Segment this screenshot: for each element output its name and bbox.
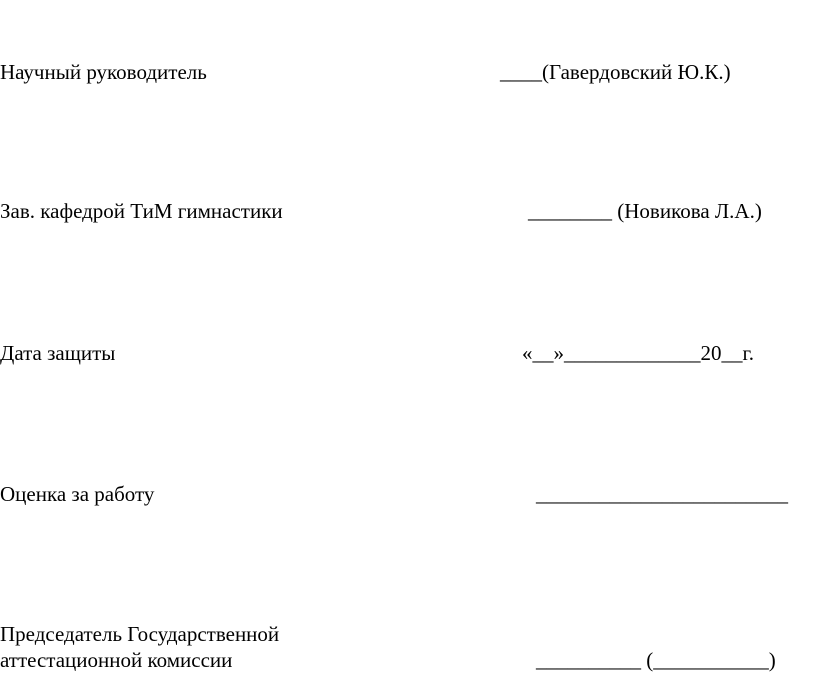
supervisor-signature-line: ____(Гавердовский Ю.К.) (500, 60, 731, 84)
grade-label: Оценка за работу (0, 482, 155, 506)
commission-chair-label-line-2: аттестационной комиссии (0, 648, 233, 672)
commission-chair-label-line-1: Председатель Государственной (0, 622, 280, 646)
commission-chair-signature-line: __________ (___________) (536, 648, 776, 672)
grade-line: ________________________ (536, 482, 788, 506)
defense-date-label: Дата защиты (0, 341, 116, 365)
supervisor-label: Научный руководитель (0, 60, 207, 84)
department-head-signature-line: ________ (Новикова Л.А.) (528, 199, 762, 223)
commission-chair-label (0, 621, 279, 673)
department-head-label: Зав. кафедрой ТиМ гимнастики (0, 199, 283, 223)
defense-date-field: «__»_____________20__г. (522, 341, 754, 365)
